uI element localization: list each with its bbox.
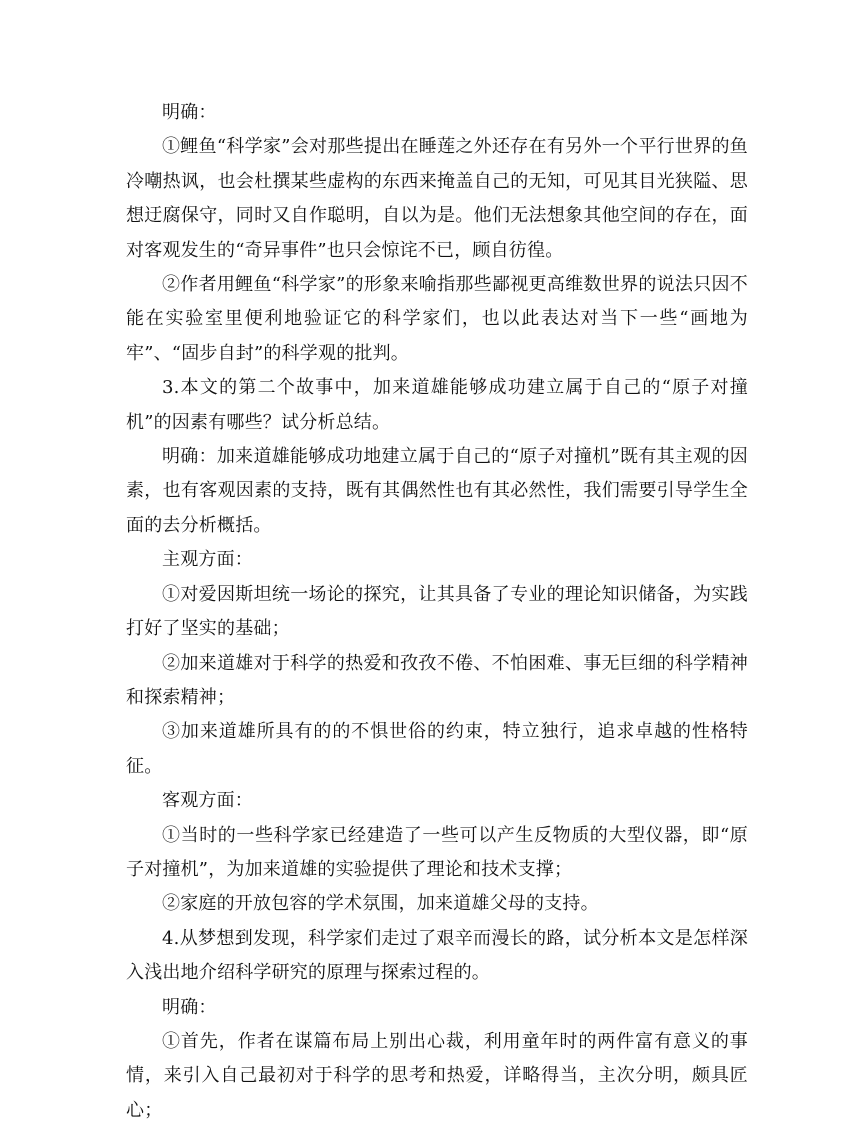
paragraph-carp-scientist-analysis: ①鲤鱼“科学家”会对那些提出在睡莲之外还存在有另外一个平行世界的鱼冷嘲热讽，也会杜撰某些虚构的东西来掩盖自己的无知，可见其目光狭隘、思想迂腐保守，同时又自作聪明，自以为是。他们无法想象其他空间的存在，面对客观发生的“奇异事件”也只会惊诧不已，顾自彷徨。: [126, 136, 748, 261]
subjective-point-1: ①对爱因斯坦统一场论的探究，让其具备了专业的理论知识储备，为实践打好了坚实的基础；: [126, 583, 748, 640]
answer-label: 明确：: [162, 102, 217, 123]
document-page: [126, 96, 748, 1128]
paragraph-author-intent: ②作者用鲤鱼“科学家”的形象来喻指那些鄙视更高维数世界的说法只因不能在实验室里便利地验证它的科学家们，也以此表达对当下一些“画地为牢”、“固步自封”的科学观的批判。: [126, 274, 748, 364]
subjective-point-2: ②加来道雄对于科学的热爱和孜孜不倦、不怕困难、事无巨细的科学精神和探索精神；: [126, 652, 748, 708]
subjective-heading: 主观方面：: [162, 549, 253, 571]
objective-heading: 客观方面：: [162, 790, 253, 812]
answer-label-4: 明确：: [162, 996, 217, 1018]
answer-4-point-1: ①首先，作者在谋篇布局上别出心裁，利用童年时的两件富有意义的事情，来引入自己最初对于科学的思考和热爱，详略得当，主次分明，颇具匠心；: [126, 1030, 748, 1121]
question-4: 4.从梦想到发现，科学家们走过了艰辛而漫长的路，试分析本文是怎样深入浅出地介绍科学研究的原理与探索过程的。: [126, 927, 748, 984]
answer-3-intro: 明确：加来道雄能够成功地建立属于自己的“原子对撞机”既有其主观的因素，也有客观因素的支持，既有其偶然性也有其必然性，我们需要引导学生全面的去分析概括。: [126, 446, 748, 536]
objective-point-1: ①当时的一些科学家已经建造了一些可以产生反物质的大型仪器，即“原子对撞机”，为加来道雄的实验提供了理论和技术支撑；: [126, 824, 748, 880]
subjective-point-3: ③加来道雄所具有的的不惧世俗的约束，特立独行，追求卓越的性格特征。: [126, 721, 748, 777]
question-3: 3.本文的第二个故事中，加来道雄能够成功建立属于自己的“原子对撞机”的因素有哪些？试分析总结。: [126, 377, 748, 433]
objective-point-2: ②家庭的开放包容的学术氛围，加来道雄父母的支持。: [162, 893, 599, 915]
